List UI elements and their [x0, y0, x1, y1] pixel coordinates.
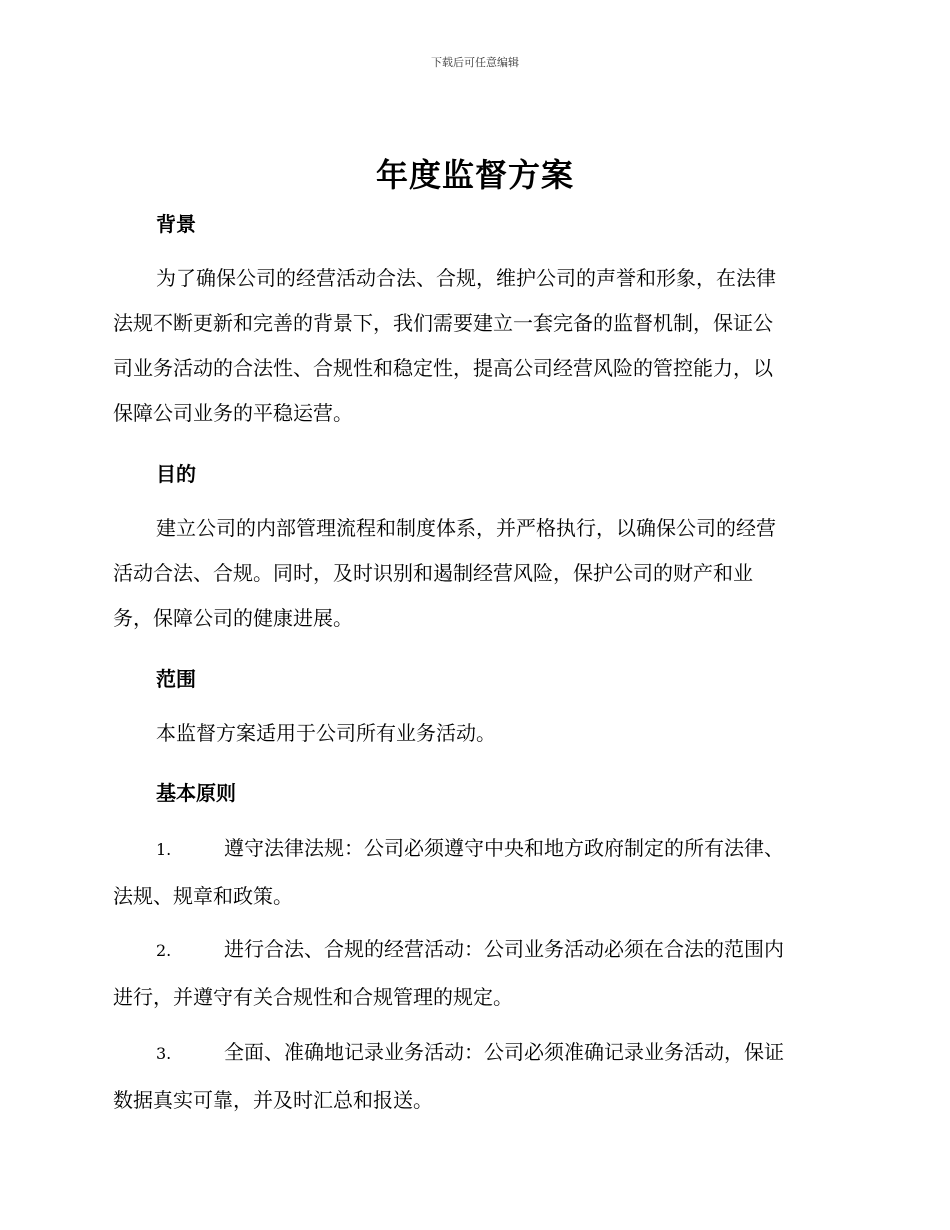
- section-heading-principles: 基本原则: [156, 781, 236, 805]
- item-text: 进行合法、合规的经营活动：公司业务活动必须在合法的范围内: [224, 937, 784, 961]
- paragraph-line: 建立公司的内部管理流程和制度体系，并严格执行，以确保公司的经营: [156, 516, 776, 540]
- item-text-continued: 法规、规章和政策。: [113, 884, 293, 908]
- item-text: 全面、准确地记录业务活动：公司必须准确记录业务活动，保证: [224, 1040, 784, 1064]
- header-note: 下载后可任意编辑: [431, 56, 519, 69]
- section-heading-purpose: 目的: [156, 462, 196, 486]
- purpose-paragraph: [113, 506, 833, 641]
- item-text-continued: 数据真实可靠，并及时汇总和报送。: [113, 1088, 433, 1112]
- scope-paragraph: [113, 711, 833, 756]
- section-heading-background: 背景: [156, 212, 196, 236]
- paragraph-line: 为了确保公司的经营活动合法、合规，维护公司的声誉和形象，在法律: [156, 266, 776, 290]
- paragraph-line: 法规不断更新和完善的背景下，我们需要建立一套完备的监督机制，保证公: [113, 311, 773, 335]
- paragraph-line: 活动合法、合规。同时，及时识别和遏制经营风险，保护公司的财产和业: [113, 561, 753, 585]
- principle-item: [113, 825, 833, 920]
- section-heading-scope: 范围: [156, 667, 196, 691]
- paragraph-line: 本监督方案适用于公司所有业务活动。: [156, 721, 496, 745]
- paragraph-line: 司业务活动的合法性、合规性和稳定性，提高公司经营风险的管控能力，以: [113, 356, 773, 380]
- paragraph-line: 务，保障公司的健康进展。: [113, 606, 353, 630]
- document-title: 年度监督方案: [375, 156, 574, 194]
- paragraph-line: 保障公司业务的平稳运营。: [113, 401, 353, 425]
- principle-item: [113, 926, 833, 1021]
- item-number: 3.: [156, 1044, 172, 1063]
- item-number: 1.: [156, 840, 172, 859]
- item-text: 遵守法律法规：公司必须遵守中央和地方政府制定的所有法律、: [224, 836, 784, 860]
- background-paragraph: [113, 256, 833, 436]
- item-number: 2.: [156, 941, 172, 960]
- principle-item: [113, 1029, 833, 1124]
- item-text-continued: 进行，并遵守有关合规性和合规管理的规定。: [113, 985, 513, 1009]
